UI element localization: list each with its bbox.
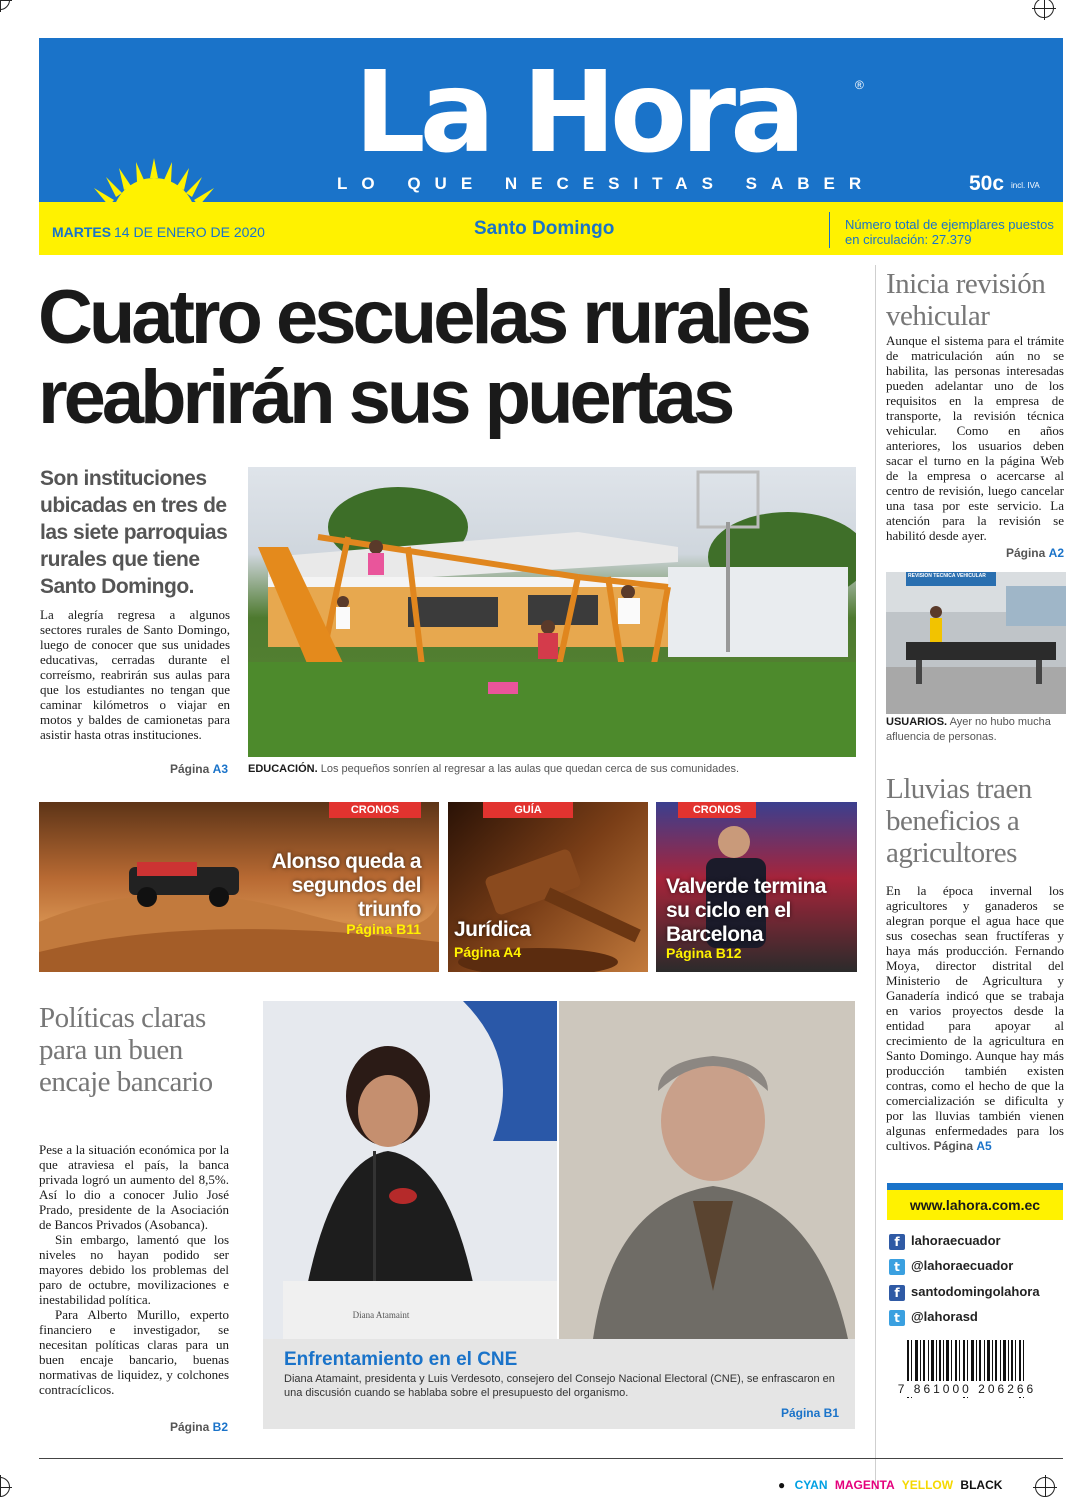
caption-text: Los pequeños sonríen al regresar a las aulas que quedan cerca de sus comunidades. [320, 763, 740, 775]
page-reference[interactable] [934, 1139, 992, 1153]
sun-logo-icon [59, 138, 259, 202]
edition-name: Santo Domingo [474, 218, 615, 239]
paragraph: Para Alberto Murillo, experto financiero e investigador, se necesitan políticas claras para un buen encaje bancario, buenas normativas de liquidez, y colchones contracíclicos. [39, 1307, 229, 1397]
social-link[interactable] [889, 1233, 1001, 1251]
waiting-room-illustration [886, 572, 1066, 714]
teaser-card[interactable] [39, 802, 439, 972]
teaser-title: Alonso queda a segundos del triunfo [271, 850, 421, 921]
social-link[interactable] [889, 1309, 978, 1327]
column-divider [875, 265, 876, 1490]
page-label: Página [933, 1139, 974, 1153]
page-reference[interactable] [40, 1420, 228, 1434]
social-handle: santodomingolahora [911, 1284, 1040, 1299]
section-tag: CRONOS [678, 802, 756, 818]
registration-mark-icon [1034, 0, 1054, 18]
registered-mark: ® [855, 78, 864, 92]
teaser-title: Jurídica [454, 918, 531, 941]
cne-title[interactable]: Enfrentamiento en el CNE [284, 1349, 518, 1370]
price-note: incl. IVA [1011, 181, 1040, 190]
circulation-note: Número total de ejemplares puestos en circulación: 27.379 [845, 217, 1054, 247]
page-number: A5 [976, 1139, 992, 1153]
price: 50c [969, 172, 1005, 195]
main-photo-caption [248, 763, 858, 775]
page-number: A3 [212, 762, 228, 776]
teaser-card[interactable] [656, 802, 857, 972]
social-link[interactable] [889, 1284, 1040, 1302]
registration-mark-icon [1035, 1477, 1055, 1497]
facebook-icon: f [889, 1234, 905, 1250]
twitter-icon: t [889, 1259, 905, 1275]
registration-mark-icon [0, 1477, 10, 1497]
twitter-icon: t [889, 1310, 905, 1326]
cne-photo[interactable] [263, 1001, 855, 1339]
teaser-title: Valverde termina su ciclo en el Barcelona [666, 875, 827, 946]
date-weekday: MARTES [52, 224, 112, 240]
lead-subhead: Son instituciones ubicadas en tres de las siete parroquias rurales que tiene Santo Domingo. [40, 467, 228, 598]
website-url[interactable]: www.lahora.com.ec [909, 1197, 1041, 1213]
page-label: Página [169, 762, 210, 776]
teaser-card[interactable] [448, 802, 648, 972]
teaser-page: Página A4 [454, 944, 522, 960]
revision-photo[interactable] [886, 572, 1066, 714]
ink-cyan: CYAN [794, 1478, 828, 1492]
date: 14 DE ENERO DE 2020 [114, 224, 265, 240]
politicas-headline[interactable]: Políticas claras para un buen encaje bancario [39, 1002, 213, 1098]
website-box[interactable] [887, 1190, 1063, 1220]
barcode-number: 7 861000 206266 [897, 1382, 1037, 1396]
facebook-icon: f [889, 1285, 905, 1301]
paragraph: Pese a la situación económica por la que atraviesa el país, la banca privada logró un aumento del 8,5%. Así lo dio a conocer Julio José Prado, presidente de la Asociación de Bancos Privados (Asobanca). [39, 1142, 229, 1232]
bullet-icon: ● [778, 1478, 786, 1492]
page-label: Página [169, 1420, 210, 1434]
social-link[interactable] [889, 1258, 1013, 1276]
page-reference[interactable] [886, 546, 1064, 560]
masthead [39, 38, 1063, 202]
ink-black: BLACK [960, 1478, 1003, 1492]
revision-body: Aunque el sistema para el trámite de matriculación aún no se habilita, las personas interesadas pueden adelantar uno de los requisitos en la empresa de transporte, la revisión técnica vehicular. Como en años anteriores, los usuarios deben sacar el turno en la página Web de la empresa o acercarse al centro de revisión, luego cancelar una tasa por este servicio. La atención para la revisión se habilitó desde ayer. [886, 333, 1064, 543]
newspaper-logo[interactable]: La Hora [354, 48, 800, 178]
social-handle: @lahorasd [911, 1309, 978, 1324]
ink-colors [778, 1478, 1006, 1492]
page-reference[interactable] [40, 762, 228, 776]
date-bar [39, 202, 1063, 255]
cne-officials-illustration [263, 1001, 855, 1339]
page-number: B2 [212, 1420, 228, 1434]
revision-headline[interactable]: Inicia revisión vehicular [886, 268, 1046, 332]
nameplate-text: Diana Atamaint [352, 1310, 410, 1320]
politicas-body [39, 1142, 229, 1397]
lead-body: La alegría regresa a algunos sectores rurales de Santo Domingo, luego de conocer que sus unidades educativas, cerradas durante el correísmo, reabrirán sus aulas para que los estudiantes no tengan que caminar kilómetros o viajar en motos y baldes de camionetas para asistir hasta otras instituciones. [40, 607, 230, 742]
schoolyard-illustration [248, 467, 856, 757]
social-handle: @lahoraecuador [911, 1258, 1014, 1273]
ink-yellow: YELLOW [901, 1478, 954, 1492]
web-box-accent [887, 1183, 1063, 1190]
page-reference[interactable]: Página B1 [780, 1406, 839, 1420]
social-handle: lahoraecuador [911, 1233, 1001, 1248]
page-number: A2 [1048, 546, 1064, 560]
lluvias-headline[interactable]: Lluvias traen beneficios a agricultores [886, 773, 1032, 869]
caption-text: Ayer no hubo mucha afluencia de personas. [886, 716, 1051, 743]
cne-text: Diana Atamaint, presidenta y Luis Verdesoto, consejero del Consejo Nacional Electoral (CNE), se enfrascaron en una discusión cuando se hablaba sobre el presupuesto del organismo. [284, 1373, 835, 1399]
cne-caption-box [263, 1339, 855, 1429]
teaser-page: Página B12 [666, 945, 742, 961]
lluvias-body [886, 883, 1064, 1154]
teaser-page: Página B11 [346, 921, 421, 937]
caption-label: EDUCACIÓN. [248, 763, 318, 775]
registration-mark-icon [0, 0, 10, 10]
paragraph: Sin embargo, lamentó que los niveles no hayan podido ser mayores debido los problemas del paro de octubre, movilizaciones e inestabilidad política. [39, 1232, 229, 1307]
page-label: Página [1005, 546, 1046, 560]
section-tag: GUÍA [483, 802, 573, 818]
divider [829, 212, 830, 248]
section-tag: CRONOS [329, 802, 421, 818]
ink-magenta: MAGENTA [834, 1478, 895, 1492]
photo-sign-text: REVISIÓN TÉCNICA VEHICULAR [908, 573, 986, 579]
main-headline[interactable]: Cuatro escuelas rurales reabrirán sus puertas [38, 275, 808, 440]
lluvias-body-text: En la época invernal los agricultores y ganaderos se alegran porque el agua hace que sus cosechas sean fructíferas y haya más producción. Fernando Moya, director distrital del Ministerio de Agricultura y Ganadería indicó que se trabaja en varios proyectos desde la entidad para apoyar al crecimiento de la agricultura en Santo Domingo. Aunque hay más producción también existen contras, como el hecho de que la comercialización se dificulta y por las lluvias también vienen algunas enfermedades para los cultivos. [886, 883, 1064, 1153]
revision-photo-caption [886, 715, 1066, 745]
main-photo[interactable] [248, 467, 856, 757]
tagline: LO QUE NECESITAS SABER [337, 174, 876, 193]
bottom-rule [39, 1458, 1063, 1459]
caption-label: USUARIOS. [886, 716, 948, 728]
